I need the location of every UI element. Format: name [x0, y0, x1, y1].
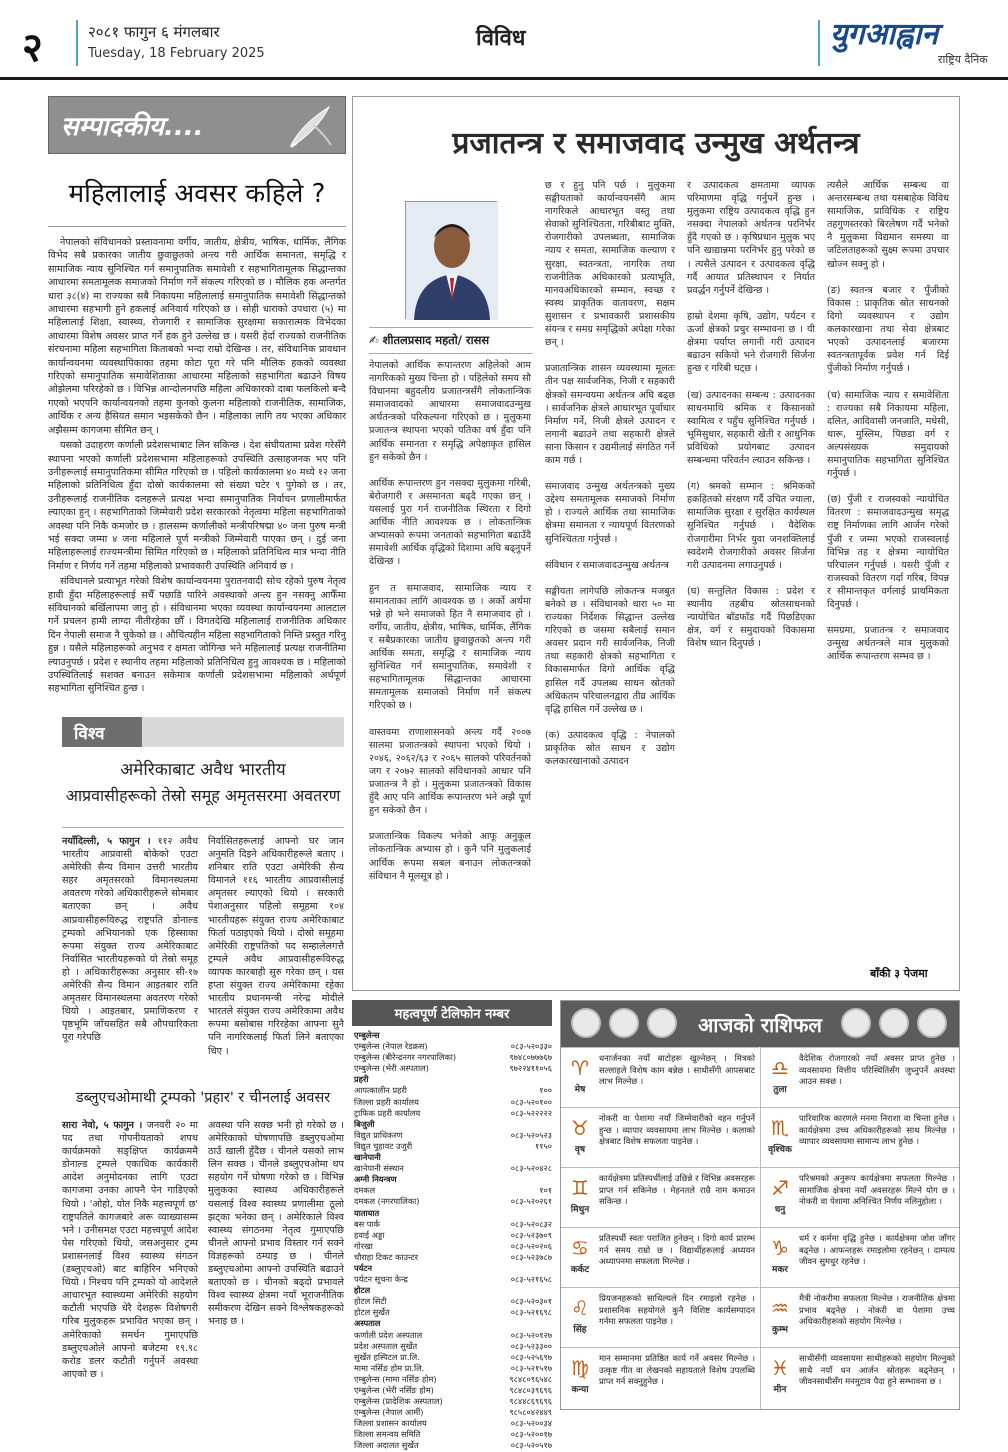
- horoscope-prediction: पारिवारिक कारणले मनमा निराशा वा चिन्ता हुनेछ । कार्यक्षेत्रमा उच्च अधिकारीहरूको साथ मिल्नेछ । व्यापार व्यवसायमा सामान्य लाभ हुनेछ ।: [799, 1113, 955, 1146]
- zodiac-sign-name: कन्या: [571, 1385, 589, 1395]
- horoscope-prediction: धनार्जनका नयाँ बाटोहरू खुल्नेछन् । मित्रको सल्लाहले विशेष काम बन्नेछ । साथीसँगी आपसबाट लाभ मिल्नेछ ।: [599, 1053, 755, 1086]
- phone-label: एम्बुलेन्स (नेपाल रेडक्रस): [354, 1041, 428, 1052]
- phone-entry: [354, 1241, 552, 1252]
- phone-entry: [354, 1374, 552, 1385]
- phone-list: [354, 1030, 552, 1452]
- zodiac-icon: ♑: [771, 1236, 789, 1260]
- phone-number: १०१: [539, 1185, 552, 1196]
- phone-number: ०८३-५२०१२७: [510, 1329, 552, 1340]
- phone-label: खानेपानी: [354, 1152, 381, 1163]
- zodiac-icon: ♒: [771, 1296, 789, 1320]
- phone-entry: [354, 1307, 552, 1318]
- horoscope-prediction: धर्म र कर्ममा वृद्धि हुनेछ । कार्यक्षेत्रमा जोश जाँगर बढ्नेछ । आफन्तहरू रमाइलोमा रहनेछन् । दाम्पत्य जीवन सुमधुर रहनेछ ।: [799, 1233, 955, 1266]
- horoscope-sign-cell: [761, 1227, 959, 1286]
- phone-number: ०८३-५२१५१७: [510, 1362, 552, 1373]
- horoscope-sign-cell: [561, 1287, 759, 1346]
- world-story1-col1: [62, 835, 198, 1081]
- phone-number: ९८४८०३९६९६: [509, 1385, 552, 1395]
- world-section-label: विश्व: [74, 724, 105, 744]
- zodiac-sign-badge: [765, 1054, 795, 1104]
- zodiac-wheel-icon: [879, 1008, 909, 1038]
- zodiac-sign-badge: [765, 1234, 795, 1284]
- phone-number: ०८३-५२०४२८: [510, 1163, 552, 1174]
- story-text: ११२ अवैध भारतीय आप्रवासी बोकेको एउटा अमेरिकी सैन्य विमान उत्तरी भारतीय सहर अमृतसरको विमानस्थलमा अवतरण गरेको अधिकारीहरूले सोमबार बताएका छन् । अवैध आप्रवासीहरूविरुद्ध राष्ट्रपति डोनाल्ड ट्रम्पको अभियानको एक हिस्साका रूपमा संयुक्त राज्य अमेरिकाबाट निर्वासित भारतीयहरूको यो तेस्रो समूह हो । अधिकारीहरूका अनुसार सी-१७ अमेरिकी सैन्य विमान आइतबार राति अमृतसर विमानस्थलमा अवतरण गरेको थियो । आइतबार, प्रमाणिकरण र पृष्ठभूमि जाँचसहित सबै औपचारिकता पूरा गरेपछि: [62, 836, 198, 1044]
- phone-label: सुर्खेत हस्पिटल प्रा.लि.: [354, 1351, 420, 1362]
- horoscope-prediction: नोकरी वा पेशामा नयाँ जिम्मेवारीको वहन गर्नुपर्ने हुन्छ । व्यापार व्यवसायमा लाभ मिल्नेछ । कलाको क्षेत्रबाट विशेष सफलता पाइनेछ ।: [599, 1113, 755, 1146]
- zodiac-icon: ♌: [571, 1296, 589, 1320]
- phone-label: खानेपानी संस्थान: [354, 1163, 404, 1174]
- article-column-3: र उत्पादकत्व क्षमतामा व्यापक परिमाणमा वृद्धि गर्नुपर्ने हुन्छ । मुलुकमा राष्ट्रिय उत्पादकत्व वृद्धि हुन नसक्दा नेपालको अर्थतन्त्र परनिर्भर हुँदै गएको छ । कृषिप्रधान मुलुक भए पनि खाद्यान्नमा परनिर्भर हुनु परेको छ । त्यसैले उत्पादन र उत्पादकत्व वृद्धि गर्दै आयात प्रतिस्थापन र निर्यात प्रवर्द्धन गर्नुपर्ने देखिन्छ । हाम्रो देशमा कृषि, उद्योग, पर्यटन र ऊर्जा क्षेत्रको प्रचुर सम्भावना छ । यी क्षेत्रमा पर्याप्त लगानी गरी उत्पादन बढाउन सकियो भने रोजगारी सिर्जना हुन्छ र गरिबी घट्छ । (ख) उत्पादनका सम्बन्ध : उत्पादनका साधनमाथि श्रमिक र किसानको स्वामित्व र पहुँच सुनिश्चित गर्नुपर्छ । भूमिसुधार, सहकारी खेती र आधुनिक प्रविधिको प्रयोगबाट उत्पादन सम्बन्धमा परिवर्तन ल्याउन सकिन्छ । (ग) श्रमको सम्मान : श्रमिकको हकहितको संरक्षण गर्दै उचित ज्याला, सामाजिक सुरक्षा र सुरक्षित कार्यस्थल सुनिश्चित गर्नुपर्छ । वैदेशिक रोजगारीमा निर्भर युवा जनशक्तिलाई स्वदेशमै रोजगारीको अवसर सिर्जना गरी उत्पादनमा लगाउनुपर्छ । (घ) सन्तुलित विकास : प्रदेश र स्थानीय तहबीच स्रोतसाधनको न्यायोचित बाँडफाँड गर्दै पिछडिएका क्षेत्र, वर्ग र समुदायको विकासमा विशेष ध्यान दिनुपर्छ ।: [687, 180, 815, 650]
- horoscope-sign-cell: [761, 1047, 959, 1106]
- horoscope-header: [561, 1001, 959, 1047]
- newspaper-tagline: राष्ट्रिय दैनिक: [938, 53, 988, 66]
- phone-label: जिल्ला समन्वय समिति: [354, 1429, 421, 1440]
- page-number: २: [22, 25, 43, 71]
- phone-number: ०८३-५२००१७: [510, 1429, 552, 1440]
- zodiac-sign-badge: [765, 1294, 795, 1344]
- phone-label: अग्नी नियन्त्रण: [354, 1174, 397, 1185]
- phone-label: पर्यटन: [354, 1262, 373, 1273]
- phone-number: ११५०: [534, 1140, 552, 1151]
- phone-category: [354, 1152, 552, 1163]
- zodiac-sign-badge: [765, 1354, 795, 1404]
- phone-label: ट्राफिक प्रहरी कार्यालय: [354, 1107, 421, 1118]
- editorial-banner: [48, 96, 346, 154]
- phone-entry: [354, 1341, 552, 1352]
- phone-number: ०८३-५२०८३२: [510, 1218, 552, 1229]
- phone-label: जिल्ला प्रशासन कार्यालय: [354, 1418, 427, 1429]
- phone-label: एम्बुलेन्स (भेरी अस्पताल): [354, 1063, 429, 1074]
- phone-entry: [354, 1097, 552, 1108]
- zodiac-icon: ♍: [571, 1356, 589, 1380]
- phone-entry: [354, 1440, 552, 1451]
- horoscope-sign-cell: [561, 1227, 759, 1286]
- editorial-headline: महिलालाई अवसर कहिले ?: [68, 179, 326, 209]
- dateline: सारा नेवो, ५ फागुन ।: [62, 1120, 143, 1131]
- phone-entry: [354, 1274, 552, 1285]
- phone-entry: [354, 1352, 552, 1363]
- world-story2-col2: [208, 1119, 344, 1407]
- phone-entry: [354, 1130, 552, 1141]
- author-photo: [405, 201, 497, 319]
- phone-entry: [354, 1041, 552, 1052]
- phone-label: हवाई अड्डा: [354, 1229, 385, 1240]
- section-rule: [142, 717, 344, 747]
- phone-entry: [354, 1396, 552, 1407]
- date-english: Tuesday, 18 February 2025: [88, 46, 265, 61]
- divider: [48, 226, 346, 227]
- phone-label: प्रहरी: [354, 1074, 369, 1085]
- phone-category: [354, 1030, 552, 1041]
- zodiac-sign-badge: [765, 1174, 795, 1224]
- horoscope-sign-cell: [761, 1347, 959, 1406]
- phone-number: ०८३-५२०१००: [510, 1096, 552, 1107]
- world-section-tab: [62, 717, 142, 747]
- pen-icon: ✍: [369, 333, 383, 347]
- phone-category: [354, 1074, 552, 1085]
- phone-number: ०८३-५२३७०९: [510, 1229, 552, 1240]
- horoscope-sign-cell: [561, 1107, 759, 1166]
- phone-label: जिल्ला अदालत सुर्खेत: [354, 1440, 419, 1451]
- editorial-section: [48, 96, 346, 712]
- phone-entry: [354, 1330, 552, 1341]
- phone-directory-title: महत्वपूर्ण टेलिफोन नम्बर: [394, 1007, 510, 1022]
- zodiac-icon: ♋: [571, 1236, 589, 1260]
- zodiac-icon: ♏: [771, 1116, 789, 1140]
- article-title: प्रजातन्त्र र समाजवाद उन्मुख अर्थतन्त्र: [452, 126, 860, 161]
- zodiac-sign-name: मकर: [772, 1265, 788, 1275]
- horoscope-prediction: परिश्रमको अनुरूप कार्यक्षेत्रमा सफलता मिल्नेछ । सामाजिक क्षेत्रमा नयाँ अवसरहरू मिल्ने योग छ । नोकरी वा पेशामा अनिश्चित निर्णय नलिनुहोला ।: [799, 1173, 955, 1206]
- editorial-paragraph: नेपालको संविधानको प्रस्तावनामा वर्गीय, जातीय, क्षेत्रीय, भाषिक, धार्मिक, लैंगिक विभेद सबै प्रकारका जातीय छुवाछुतको अन्त्य गरी आर्थिक समानता, समृद्धि र सामाजिक न्याय सुनिश्चित गर्न समानुपातिक समावेशी र सहभागितामूलक सिद्धान्तका आधारमा समतामूलक समाजको निर्माण गर्ने संकल्प गरिएको छ । मौलिक हक अन्तर्गत धारा ३८(४) मा राज्यका सबै निकायमा महिलालाई समानुपातिक समावेशी सिद्धान्तको आधारमा सहभागी हुने हकलाई अनिवार्य गरिएको छ । सोही धाराको उपधारा (५) मा महिलालाई शिक्षा, स्वास्थ्य, रोजगारी र सामाजिक सुरक्षामा सकारात्मक विभेदका आधारमा विशेष अवसर प्राप्त गर्ने हक हुने उल्लेख छ । यसरी हेर्दा राज्यको राजनीतिक संरचनामा महिला सहभागिता किताबको भन्दा राम्रो देखिन्छ । तर, संविधानिक प्रावधान कार्यान्वयनमा व्यवस्थापिकाका तहमा कोटा पूरा गरे पनि मौलिक हकको व्यवस्था गरिएको समानुपातिक समावेशिताका आधारमा महिलाको सहभागिता बढाउने विषय ओझेलमा परिरहेको छ । विभिन्न आन्दोलनपछि महिला अधिकारको दाबा फलकिलो बन्दै गएको भएपनि कार्यान्वयनको तहमा कुनको कुलना महिलाको राजनीतिक, सामाजिक, आर्थिक र अन्य हैसियत समान भइसकेको छैन । महिलाका लागि तय भएका अधिकार अझैसम्म कागजमा सीमित छन् ।: [48, 237, 346, 436]
- editorial-paragraph: संविधानले प्रत्याभूत गरेको विशेष कार्यान्वयनमा पुरातनवादी सोच रहेको पुरुष नेतृत्व हावी हुँदा महिलाहरूलाई सधैँ पछाडि पारिने अवस्थाको अन्त्य हुन नसक्नु आफैँमा संविधानको बर्खिलापमा जानु हो । संविधानमा भएका व्यवस्था कार्यान्वयनमा आलटाल गर्ने प्रचलन हामी लाग्दा नीतीरहेका छौँ । विगतदेखि महिलालाई राजनीतिक अधिकार दिन नेपाली समाज नै चुकेको छ । औचित्यहीन महिला सहभागिताको निम्ति प्रस्तुत गरिनु हुन्न । यसैले महिलाहरूको अनुभव र क्षमता जोगिन्छ भने महिलालाई प्रत्यक्ष राजनीतिमा ल्याउनुपर्छ । प्रदेश र स्थानीय तहमा महिलाको प्रतिनिधित्व हुनु आवश्यक छ । महिलाको उपस्थितिलाई सशक्त बनाउन सकेमात्र कर्णाली प्रदेशसभामा महिलाको अर्थपूर्ण सहभागिता सुनिश्चित हुन्छ ।: [48, 576, 346, 695]
- phone-label: एम्बुलेन्स: [354, 1030, 380, 1040]
- zodiac-sign-name: मीन: [773, 1385, 787, 1395]
- headline-line: आप्रवासीहरूको तेस्रो समूह अमृतसरमा अवतरण: [65, 786, 341, 805]
- phone-label: आपत्कालीन प्रहरी: [354, 1085, 407, 1096]
- story-text: जनवरी २० मा पद तथा गोपनीयताको शपथ कार्यक्रमको सङ्क्षिप्त कार्यक्रममै डोनाल्ड ट्रम्पले एकाधिक कार्यकारी आदेश अनुमोदनका लागि एउटा कागजमा उनका आफ्नै पेन गाडिएको थियो । 'ओहो, योत निकै महत्त्वपूर्ण छ' राष्ट्रपतिले कागजबारे अरू व्याख्यासम्म भने । उनीसमक्ष एउटा महत्त्वपूर्ण आदेश पेस गरिएको थियो, जसअनुसार ट्रम्प प्रशासनलाई विश्व स्वास्थ्य संगठन (डब्लुएचओ) बाट बाहिरिन भनिएको थियो । निश्चय पनि ट्रम्पको यो आदेशले आधारभूत स्वास्थ्यमा अमेरिकी सहयोग कटौती भएपछि धेरै देशहरू विशेषगरी गरिब मुलुकहरू प्रभावित भएका छन् । अमेरिकाको समर्थन गुमाएपछि डब्लुएचओले आफ्नो बजेटमा १९.९८ करोड डलर कटौती गर्नुपर्ने अवस्था आएको छ ।: [62, 1120, 198, 1380]
- phone-label: दमकल (नगरपालिका): [354, 1196, 420, 1207]
- zodiac-wheel-icon: [841, 1008, 871, 1038]
- phone-label: होटल सुर्खेत: [354, 1307, 390, 1318]
- zodiac-sign-name: मिथुन: [570, 1205, 590, 1215]
- story-text: निर्वासितहरूलाई आफ्नो घर जान अनुमति दिइने अधिकारीहरूले बताए । शनिबार राति एउटा अमेरिकी सैन्य विमानले ११६ भारतीय आप्रवासीलाई अमृतसर ल्याएको थियो । सरकारी पेशाअनुसार पहिलो समूहमा १०४ भारतीयहरू संयुक्त राज्य अमेरिकाबाट फिर्ता पठाइएको थियो । दोस्रो समूहमा अमेरिकी राष्ट्रपतिको पद सम्हालेलगत्तै ट्रम्पले अवैध आप्रवासीहरूविरुद्ध व्यापक कारबाही सुरु गरेका छन् । यस हप्ता संयुक्त राज्य अमेरिकामा रहेका भारतीय प्रधानमन्त्री नरेन्द्र मोदीले भारतले संयुक्त राज्य अमेरिकामा अवैध रूपमा बसोबास गरिरहेका आफ्ना सुनै पनि नागरिकलाई फिर्ता लिने बताएका थिए ।: [208, 836, 344, 1057]
- phone-entry: [354, 1385, 552, 1396]
- horoscope-title: आजको राशिफल: [698, 1013, 822, 1037]
- phone-directory: [352, 1000, 552, 1451]
- phone-category: [354, 1285, 552, 1296]
- world-story1-col2: [208, 835, 344, 1081]
- main-article: [352, 96, 960, 991]
- world-story1-headline: [62, 757, 344, 809]
- phone-number: १००: [539, 1085, 552, 1096]
- date-nepali: २०८१ फागुन ६ मंगलबार: [88, 23, 220, 41]
- phone-label: विद्युत प्राधिकरण: [354, 1129, 403, 1140]
- phone-number: ०८३-५२०५१७: [510, 1440, 552, 1451]
- phone-label: बिजुली: [354, 1118, 375, 1129]
- editorial-paragraph: यसको उदाहरण कर्णाली प्रदेशसभाबाट लिन सकिन्छ । देश संघीयतामा प्रवेश गरेसँगै स्थापना भएको कर्णाली प्रदेशसभामा महिलाहरूको उपस्थिति उत्साहजनक भए पनि उनीहरूलाई समानुपातिकमा सीमित गरिएको छ । पहिलो कार्यकालमा ४० मध्ये १२ जना महिलाको प्रतिनिधित्व हुँदा दोस्रो कार्यकालमा सो संख्या घटेर ९ पुगेको छ । तर, उनीहरूलाई राजनीतिक दलहरूले प्रत्यक्ष भन्दा समानुपातिक निर्वाचन प्रणालीमार्फत ल्याएका हुन् । सहभागिताको जिम्मेवारी प्रदेश सरकारको नेतृत्वमा महिला सहभागिताको अवस्था पनि निकै कमजोर छ । हालसम्म कर्णालीको मन्त्रीपरिषद्मा ४० जना पुरुष मन्त्री भई सक्दा जम्मा ४ जना महिलाले पूर्ण मन्त्रीको जिम्मेवारी पाएका छन् । दुई जना महिलाहरूलाई राज्यमन्त्रीमा सिमित गरिएको छ । महिलाको प्रतिनिधित्व मात्र भन्दा नीति निर्माण र निर्णय गर्ने तहमा महिलाको प्रभावकारी उपस्थिति अनिवार्य छ ।: [48, 440, 346, 572]
- phone-label: एम्बुलेन्स (भेरी नर्सिङ होम): [354, 1385, 434, 1395]
- phone-number: ९८५८०४२४४९: [509, 1407, 552, 1418]
- phone-label: प्रदेश अस्पताल सुर्खेत: [354, 1340, 418, 1351]
- horoscope-sign-cell: [561, 1347, 759, 1406]
- dateline: नयाँदिल्ली, ५ फागुन ।: [62, 836, 151, 847]
- zodiac-sign-name: तुला: [773, 1085, 787, 1095]
- phone-category: [354, 1208, 552, 1219]
- phone-label: गोरखा: [354, 1240, 373, 1251]
- editorial-banner-title: सम्पादकीय....: [61, 112, 204, 142]
- zodiac-sign-badge: [565, 1294, 595, 1344]
- section-title: विविध: [476, 26, 526, 51]
- quill-pen-icon: [283, 103, 335, 149]
- article-column-2: छ र हुनु पनि पर्छ । मुलुकमा सङ्घीयताको कार्यान्वयनसँगै आम नागरिकले आधारभूत वस्तु तथा सेवाको सुनिश्चितता, गरिबीबाट मुक्ति, रोजगारीको उपलब्धता, सामाजिक न्याय र समता, सामाजिक कल्याण र सुरक्षा, स्वतन्त्रता, नागरिक तथा राजनीतिक अधिकारको प्रत्याभूति, मानवअधिकारको सम्मान, स्वच्छ र स्वस्थ प्राकृतिक वातावरण, सक्षम सुशासन र प्रभावकारी प्रशासकीय संयन्त्र र समग्र समृद्धिको अपेक्षा गरेका छन् । प्रजातान्त्रिक शासन व्यवस्थामा मूलतः तीन पक्ष सार्वजनिक, निजी र सहकारी क्षेत्रको समन्वयमा अर्थतन्त्र अघि बढ्छ । सार्वजनिक क्षेत्रले आधारभूत पूर्वाधार निर्माण गर्ने, निजी क्षेत्रले उत्पादन र लगानी बढाउने तथा सहकारी क्षेत्रले साना किसान र उद्यमीलाई संगठित गर्ने काम गर्छ । समाजवाद उन्मुख अर्थतन्त्रको मुख्य उद्देश्य समतामूलक समाजको निर्माण हो । राज्यले आर्थिक तथा सामाजिक क्षेत्रमा समानता र न्यायपूर्ण वितरणको सुनिश्चितता गर्नुपर्छ । संविधान र समाजवादउन्मुख अर्थतन्त्र सङ्घीयता लागेपछि लोकतन्त्र मजबुत बनेको छ । संविधानको धारा ५० मा राज्यका निर्देशक सिद्धान्त उल्लेख गरिएको छ जसमा सबैलाई समान अवसर प्रदान गरी सार्वजनिक, निजी तथा सहकारी क्षेत्रको सहभागिता र विकासमार्फत दिगो आर्थिक वृद्धि हासिल गर्दै उपलब्ध साधन स्रोतको अधिकतम परिचालनद्वारा तीव्र आर्थिक वृद्धि हासिल गर्ने उल्लेख छ । (क) उत्पादकत्व वृद्धि : नेपालको प्राकृतिक स्रोत साधन र उद्योग कलकारखानाको उत्पादन: [545, 180, 675, 768]
- phone-number: ९७२२४११०५६: [509, 1063, 552, 1074]
- zodiac-sign-badge: [565, 1054, 595, 1104]
- phone-label: कर्णाली प्रदेश अस्पताल: [354, 1329, 423, 1340]
- page-header: [0, 0, 1008, 80]
- zodiac-sign-name: कर्कट: [570, 1265, 590, 1275]
- zodiac-sign-badge: [765, 1114, 795, 1164]
- zodiac-sign-name: वृश्चिक: [768, 1145, 792, 1155]
- phone-entry: [354, 1252, 552, 1263]
- zodiac-sign-badge: [565, 1354, 595, 1404]
- editorial-body: [48, 236, 346, 706]
- zodiac-sign-badge: [565, 1114, 595, 1164]
- person-portrait-icon: [406, 202, 498, 320]
- phone-number: ०८३-५२१६९८: [510, 1307, 552, 1318]
- phone-number: ०८३-५२०३०१: [510, 1296, 552, 1307]
- phone-label: एम्बुलेन्स (नेपाल आर्मी): [354, 1407, 424, 1418]
- zodiac-icon: ♈: [571, 1056, 589, 1080]
- zodiac-sign-name: वृष: [574, 1145, 586, 1155]
- zodiac-sign-name: मेष: [574, 1085, 586, 1095]
- continued-label: बाँकी ३ पेजमा: [870, 967, 928, 980]
- phone-number: ०८३-५२५६९७: [510, 1351, 552, 1362]
- phone-entry: [354, 1363, 552, 1374]
- horoscope-prediction: साथीसँगी व्यवसायमा साथीहरूको सहयोग मिल्नुको साथै नयाँ धन आर्जन स्रोतहरू बढ्नेछन् । जीवनसाथीसँग मनमुटाव पैदा हुने सम्भावना छ ।: [799, 1353, 955, 1386]
- phone-category: [354, 1318, 552, 1329]
- zodiac-wheel-icon: [917, 1008, 947, 1038]
- zodiac-icon: ♉: [571, 1116, 589, 1140]
- zodiac-sign-name: सिंह: [573, 1325, 587, 1335]
- phone-entry: [354, 1418, 552, 1429]
- phone-entry: [354, 1141, 552, 1152]
- article-column-4: त्यसैले आर्थिक सम्बन्ध वा अन्तरसम्बन्ध तथा यसबाहेक विविध सामाजिक, प्राविधिक र राष्ट्रिय तहगुणस्तरको बिरलेषण गर्दै भनेको नै मुलुकमा विद्यमान समस्या वा जटिलताहरूको सुक्ष्म रूपमा उपचार खोज्न सक्नु हो । (ङ) स्वतन्त्र बजार र पुँजीको विकास : प्राकृतिक स्रोत साधनको दिगो व्यवस्थापन र उद्योग कलकारखाना तथा सेवा क्षेत्रबाट भएको उत्पादनलाई बजारमा स्वतन्त्रतापूर्वक प्रवेश गर्न दिई पुँजीको निर्माण गर्नुपर्छ । (च) सामाजिक न्याय र समावेशिता : राज्यका सबै निकायमा महिला, दलित, आदिवासी जनजाति, मधेसी, थारू, मुस्लिम, पिछडा वर्ग र अल्पसंख्यक समुदायको समानुपातिक सहभागिता सुनिश्चित गर्नुपर्छ । (छ) पुँजी र राजस्वको न्यायोचित वितरण : समाजवादउन्मुख समृद्ध राष्ट्र निर्माणका लागि आर्जन गरेको पुँजी र जम्मा भएको राजस्वलाई विभिन्न तह र क्षेत्रमा न्यायोचित परिचालन गर्नुपर्छ । यसरी पुँजी र राजस्वको वितरण गर्दा गरिब, विपन्न र सीमान्तकृत वर्गलाई प्राथमिकता दिनुपर्छ । समग्रमा, प्रजातन्त्र र समाजवाद उन्मुख अर्थतन्त्रले मात्र मुलुकको आर्थिक रूपान्तरण सम्भव छ ।: [827, 180, 949, 663]
- phone-label: होटल सिटी: [354, 1296, 387, 1307]
- zodiac-sign-name: कुम्भ: [772, 1325, 788, 1335]
- headline-line: अमेरिकाबाट अवैध भारतीय: [120, 760, 286, 780]
- phone-entry: [354, 1052, 552, 1063]
- horoscope-sign-cell: [761, 1167, 959, 1226]
- zodiac-icon: ♊: [571, 1176, 589, 1200]
- phone-label: यातायात: [354, 1207, 380, 1218]
- phone-entry: [354, 1230, 552, 1241]
- horoscope-sign-cell: [761, 1287, 959, 1346]
- horoscope-sign-cell: [561, 1167, 759, 1226]
- phone-category: [354, 1119, 552, 1130]
- article-byline: [369, 327, 533, 354]
- phone-label: बस पार्क: [354, 1218, 380, 1229]
- world-news-section: [62, 717, 344, 1407]
- phone-label: विद्युत चुहावट उजुरी: [354, 1140, 413, 1151]
- phone-directory-header: [352, 1000, 552, 1026]
- phone-entry: [354, 1163, 552, 1174]
- phone-number: ०८३-५२००३४: [510, 1418, 552, 1429]
- phone-label: एम्बुलेन्स (बीरेन्द्रनगर नगरपालिका): [354, 1052, 457, 1063]
- world-story2-headline: डब्लुएचओमाथी ट्रम्पको 'प्रहार' र चीनलाई अवसर: [75, 1090, 331, 1106]
- phone-number: ०८३-५२३३००: [510, 1340, 552, 1351]
- phone-label: मामा नर्सिङ होम प्रा.लि.: [354, 1362, 425, 1373]
- phone-number: ९८४८०९६५४८: [509, 1373, 552, 1384]
- horoscope-prediction: प्रियजनहरूको साथिल्यले दिन रमाइलो रहनेछ । प्रशासनिक सहयोगले कुनै विशिष्ट कार्यसम्पादन गर्नमा सफलता पाइनेछ ।: [599, 1293, 755, 1326]
- zodiac-icon: ♐: [771, 1176, 789, 1200]
- phone-entry: [354, 1407, 552, 1418]
- header-divider: [76, 20, 78, 66]
- phone-number: ०८३-५२२२२२: [510, 1107, 552, 1118]
- phone-entry: [354, 1196, 552, 1207]
- phone-entry: [354, 1108, 552, 1119]
- phone-number: ०८३-५२०३३०: [510, 1041, 552, 1052]
- horoscope-prediction: कार्यक्षेत्रमा प्रतिस्पर्धीलाई उछिन्ने र विभिन्न अवसरहरू प्राप्त गर्न सकिनेछ । मेहनतले राम्रै नाम कमाउन सकिन्छ ।: [599, 1173, 755, 1206]
- newspaper-logo: युगआह्वान: [830, 17, 939, 52]
- story-text: अवस्था पनि सक्छ भनी हो गरेको छ । अमेरिकाको घोषणापछि डब्लुएचओमा ठाउँ खाली हुँदैछ । चीनले यसको लाभ लिन सक्छ । चीनले डब्लुएचओमा थप सहयोग गर्ने घोषणा गरेको छ । विभिन्न मुलुकका स्वास्थ्य अधिकारीहरूले यसलाई विश्व स्वास्थ्य प्रणालीमा ठूलो झट्का भनेका छन् । अमेरिकाले विश्व स्वास्थ्य संगठनमा नेतृत्व गुमाएपछि चीनले आफ्नो प्रभाव विस्तार गर्न सक्ने विज्ञहरूको ठम्याइ छ । चीनले डब्लुएचओमा आफ्नो उपस्थिति बढाउने बताएको छ । चीनको बढ्दो प्रभावले विश्व स्वास्थ्य क्षेत्रमा नयाँ भूराजनीतिक समीकरण देखिन सक्ने विश्लेषकहरूको भनाइ छ ।: [208, 1120, 344, 1328]
- horoscope-section: [560, 1000, 960, 1410]
- phone-label: चौराहा टिकट काउन्टर: [354, 1251, 419, 1262]
- phone-number: ९७४८०७७७६७: [509, 1052, 552, 1063]
- horoscope-prediction: प्रतिस्पर्धी स्वतः पराजित हुनेछन् । दिगो कार्य प्रारम्भ गर्न समय राम्रो छ । विद्यार्थीहरूलाई अध्ययन अध्यापनमा सफलता मिल्नेछ ।: [599, 1233, 755, 1266]
- phone-label: एम्बुलेन्स (प्रादेशिक अस्पताल): [354, 1396, 443, 1407]
- phone-entry: [354, 1085, 552, 1096]
- phone-number: ०८३-५२०२६१: [510, 1196, 552, 1207]
- phone-label: एम्बुलेन्स (मामा नर्सिङ होम): [354, 1373, 437, 1384]
- phone-label: पर्यटन सूचना केन्द्र: [354, 1274, 408, 1285]
- zodiac-sign-badge: [565, 1234, 595, 1284]
- zodiac-icon: ♎: [771, 1056, 789, 1080]
- header-divider: [818, 20, 820, 66]
- phone-entry: [354, 1219, 552, 1230]
- phone-entry: [354, 1063, 552, 1074]
- article-column-1: नेपालको आर्थिक रूपान्तरण अहिलेको आम नागरिकको मुख्य चिन्ता हो । पहिलेको समय सौ विधानमा बहुदलीय प्रजातन्त्रसँगै लोकतान्त्रिक समाजवादको आधारमा समाजवादउन्मुख अर्थतन्त्रको परिकल्पना गरिएको छ । मुलुकमा प्रजातन्त्र स्थापना भएको यतिका वर्ष हुँदा पनि आर्थिक समानता र समृद्धि अपेक्षाकृत हासिल हुन सकेको छैन । आर्थिक रूपान्तरण हुन नसक्दा मुलुकमा गरिबी, बेरोजगारी र असमानता बढ्दै गएका छन् । यसलाई पुरा गर्न राजनीतिक स्थिरता र दिगो आर्थिक नीति आवश्यक छ । लोकतान्त्रिक अभ्यासको रूपमा जनताको सहभागिता बढाउँदै समावेशी आर्थिक वृद्धिको दिशामा अघि बढ्नुपर्ने देखिन्छ । हुन त समाजवाद, सामाजिक न्याय र समानताका लागि आवश्यक छ । अर्को अर्थमा भन्ने हो भने समाजको हित नै समाजवाद हो । वर्गीय, जातीय, क्षेत्रीय, भाषिक, धार्मिक, लैंगिक र सबैप्रकारका जातीय छुवाछुतको अन्त्य गरी आर्थिक समता, समृद्धि र सामाजिक न्याय सुनिश्चित गर्न समानुपातिक, समावेशी र सहभागितामूलक सिद्धान्तका आधारमा समतामूलक समाजको निर्माण गर्ने संकल्प गरिएको छ । वास्तवमा राणाशासनको अन्त्य गर्दै २००७ सालमा प्रजातन्त्रको स्थापना भएको थियो । २०४६, २०६२/६३ र २०६५ सालको परिवर्तनको जग र २०७२ सालको संविधानको आधार पनि प्रजातन्त्र नै हो । मुलुकमा प्रजातन्त्रको विकास हुँदै आए पनि आर्थिक रूपान्तरण भने अझै पूर्ण हुन सकेको छैन । प्रजातान्त्रिक विकल्प भनेको आफू अनुकूल लोकतान्त्रिक अभ्यास हो । कुनै पनि मुलुकलाई आर्थिक रूपमा सबल बनाउन लोकतन्त्रको संविधान नै मूलसूत्र हो ।: [369, 360, 531, 882]
- phone-entry: [354, 1429, 552, 1440]
- phone-entry: [354, 1296, 552, 1307]
- horoscope-prediction: मैत्री नोकरीमा सफलता मिल्नेछ । राजनीतिक क्षेत्रमा प्रभाव बढ्नेछ । नोकरी वा पेशामा उच्च अधिकारीहरूको सहयोग मिल्नेछ ।: [799, 1293, 955, 1326]
- zodiac-sign-name: धनु: [774, 1205, 786, 1215]
- phone-label: होटल: [354, 1285, 371, 1296]
- phone-label: दमकल: [354, 1185, 376, 1196]
- horoscope-prediction: मान सम्मानमा प्रतिष्ठित कार्य गर्ने अवसर मिल्नेछ । उत्कृष्ट गीत वा लेखनको सहायताले विशेष उपलब्धि प्राप्त गर्न सक्नुहुनेछ ।: [599, 1353, 755, 1386]
- world-story2-col1: [62, 1119, 198, 1407]
- phone-category: [354, 1263, 552, 1274]
- horoscope-sign-cell: [761, 1107, 959, 1166]
- zodiac-sign-badge: [565, 1174, 595, 1224]
- divider: [62, 827, 344, 828]
- phone-number: ०८३-५२०५२३: [510, 1129, 552, 1140]
- phone-number: ०८३-५२०२०६: [510, 1240, 552, 1251]
- phone-number: ०८३-५२३७८७: [510, 1251, 552, 1262]
- phone-entry: [354, 1185, 552, 1196]
- phone-label: अस्पताल: [354, 1318, 381, 1329]
- author-name: शीतलप्रसाद महतो/ रासस: [382, 333, 490, 347]
- phone-category: [354, 1174, 552, 1185]
- phone-number: ९८४४८६९६९६: [509, 1396, 552, 1407]
- phone-label: जिल्ला प्रहरी कार्यालय: [354, 1096, 419, 1107]
- zodiac-icon: ♓: [771, 1356, 789, 1380]
- horoscope-prediction: वैदेशिक रोजगारको नयाँ अवसर प्राप्त हुनेछ । व्यवसायमा वित्तीय परिस्थितिसँग जुध्नुपर्ने अवस्था आउन सक्छ ।: [799, 1053, 955, 1086]
- phone-number: ०८३-५२१६५८: [510, 1274, 552, 1285]
- horoscope-sign-cell: [561, 1047, 759, 1106]
